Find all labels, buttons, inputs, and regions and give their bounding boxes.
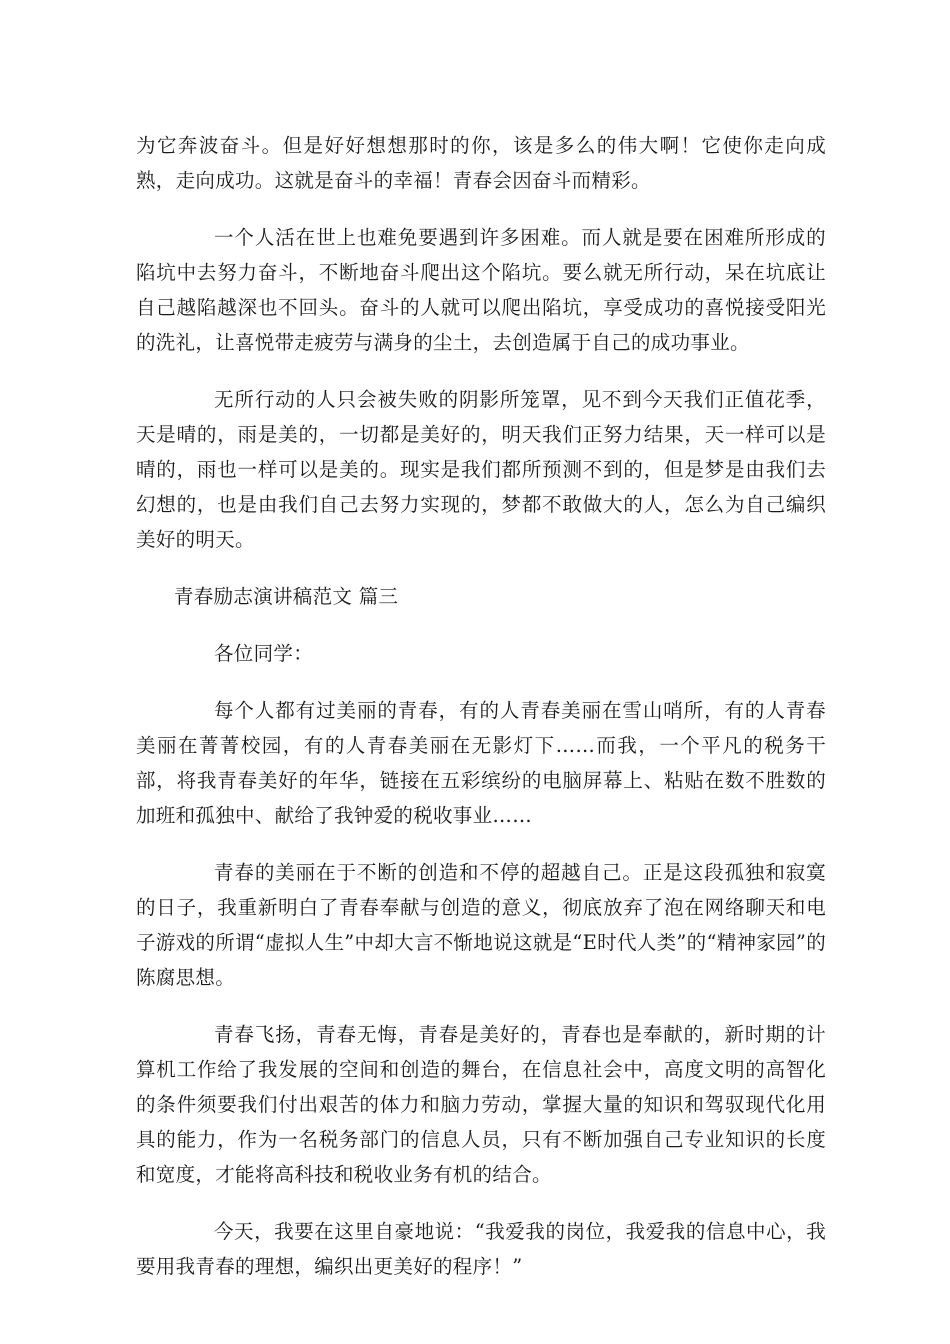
paragraph: 无所行动的人只会被失败的阴影所笼罩，见不到今天我们正值花季，天是晴的，雨是美的，一切都是美好的，明天我们正努力结果，天一样可以是晴的，雨也一样可以是美的。现实是我们都所预测不到的，但是梦是由我们去幻想的，也是由我们自己去努力实现的，梦都不敢做大的人，怎么为自己编织美好的明天。 [136, 388, 826, 551]
document-body [136, 128, 826, 1306]
paragraph: 今天，我要在这里自豪地说：“我爱我的岗位，我爱我的信息中心，我要用我青春的理想，编织出更美好的程序！” [136, 1220, 826, 1278]
paragraph: 青春的美丽在于不断的创造和不停的超越自己。正是这段孤独和寂寞的日子，我重新明白了青春奉献与创造的意义，彻底放弃了泡在网络聊天和电子游戏的所谓“虚拟人生”中却大言不惭地说这就是“E时代人类”的“精神家园”的陈腐思想。 [136, 861, 826, 989]
section-heading: 青春励志演讲稿范文 篇三 [174, 585, 399, 608]
paragraph: 青春飞扬，青春无悔，青春是美好的，青春也是奉献的，新时期的计算机工作给了我发展的空间和创造的舞台，在信息社会中，高度文明的高智化的条件须要我们付出艰苦的体力和脑力劳动，掌握大量的知识和驾驭现代化用具的能力，作为一名税务部门的信息人员，只有不断加强自己专业知识的长度和宽度，才能将高科技和税收业务有机的结合。 [136, 1023, 826, 1186]
paragraph-continued: 为它奔波奋斗。但是好好想想那时的你，该是多么的伟大啊！它使你走向成熟，走向成功。这就是奋斗的幸福！青春会因奋斗而精彩。 [136, 134, 826, 192]
paragraph: 一个人活在世上也难免要遇到许多困难。而人就是要在困难所形成的陷坑中去努力奋斗，不断地奋斗爬出这个陷坑。要么就无所行动，呆在坑底让自己越陷越深也不回头。奋斗的人就可以爬出陷坑，享受成功的喜悦接受阳光的洗礼，让喜悦带走疲劳与满身的尘土，去创造属于自己的成功事业。 [136, 226, 826, 354]
paragraph: 每个人都有过美丽的青春，有的人青春美丽在雪山哨所，有的人青春美丽在菁菁校园，有的人青春美丽在无影灯下……而我，一个平凡的税务干部，将我青春美好的年华，链接在五彩缤纷的电脑屏幕上、粘贴在数不胜数的加班和孤独中、献给了我钟爱的税收事业…… [136, 699, 826, 827]
salutation: 各位同学： [214, 642, 314, 665]
